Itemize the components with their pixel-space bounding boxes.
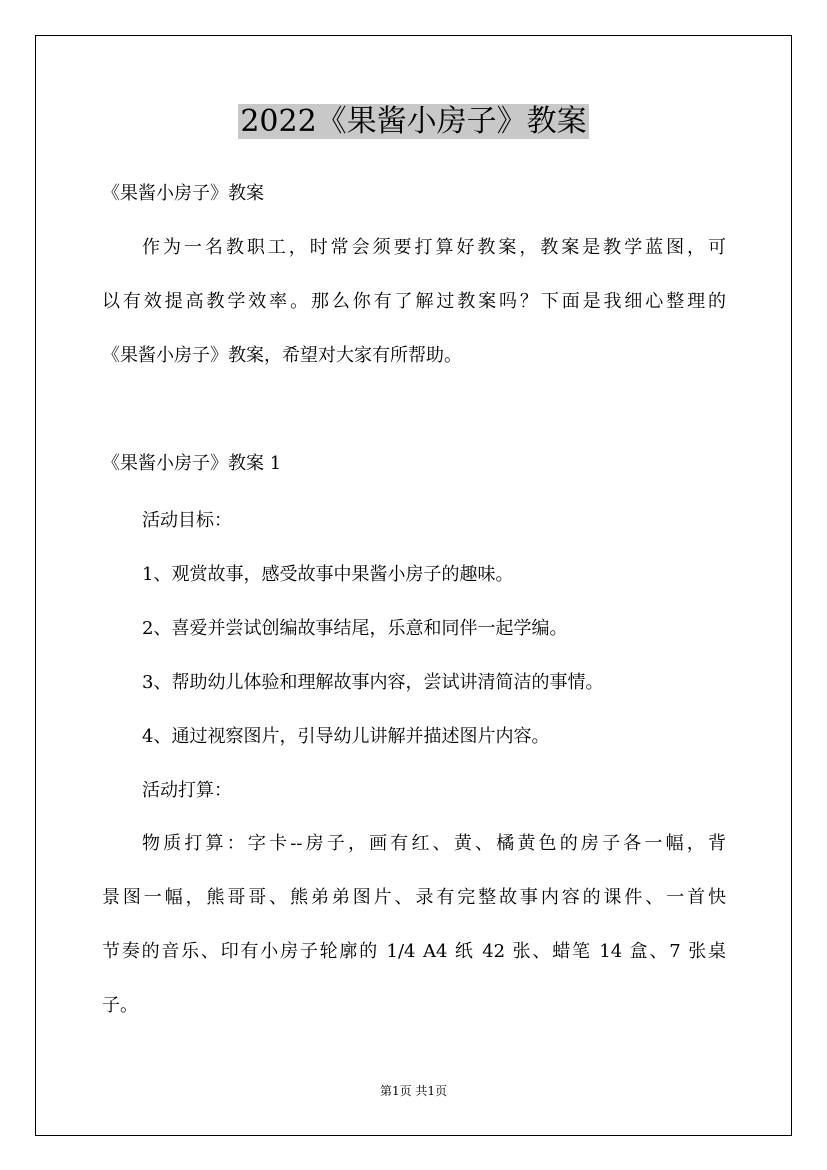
document-title	[0, 100, 827, 144]
page-footer: 第1页 共1页	[379, 1084, 448, 1098]
section-heading-1: 《果酱小房子》教案 1	[102, 453, 282, 474]
text-line-4: 《果酱小房子》教案，希望对大家有所帮助。	[102, 345, 462, 366]
text-line-1: 《果酱小房子》教案	[102, 183, 264, 204]
text-line-15: 子。	[102, 995, 138, 1016]
document-title-text: 2022《果酱小房子》教案	[240, 104, 587, 139]
text-line-10: 4、通过视察图片，引导幼儿讲解并描述图片内容。	[142, 726, 550, 747]
text-line-11: 活动打算：	[142, 780, 232, 801]
text-line-8: 2、喜爱并尝试创编故事结尾，乐意和同伴一起学编。	[142, 618, 568, 639]
text-line-13: 景图一幅，熊哥哥、熊弟弟图片、录有完整故事内容的课件、一首快	[102, 887, 726, 908]
text-line-9: 3、帮助幼儿体验和理解故事内容，尝试讲清简洁的事情。	[142, 672, 604, 693]
text-line-14: 节奏的音乐、印有小房子轮廓的 1/4 A4 纸 42 张、蜡笔 14 盒、7 张桌	[102, 941, 726, 962]
text-line-6: 活动目标：	[142, 510, 232, 531]
text-line-12: 物质打算：字卡--房子，画有红、黄、橘黄色的房子各一幅，背	[142, 833, 726, 854]
text-line-2: 作为一名教职工，时常会须要打算好教案，教案是教学蓝图，可	[142, 237, 726, 258]
text-line-7: 1、观赏故事，感受故事中果酱小房子的趣味。	[142, 564, 514, 585]
text-line-3: 以有效提高教学效率。那么你有了解过教案吗？下面是我细心整理的	[102, 291, 726, 312]
